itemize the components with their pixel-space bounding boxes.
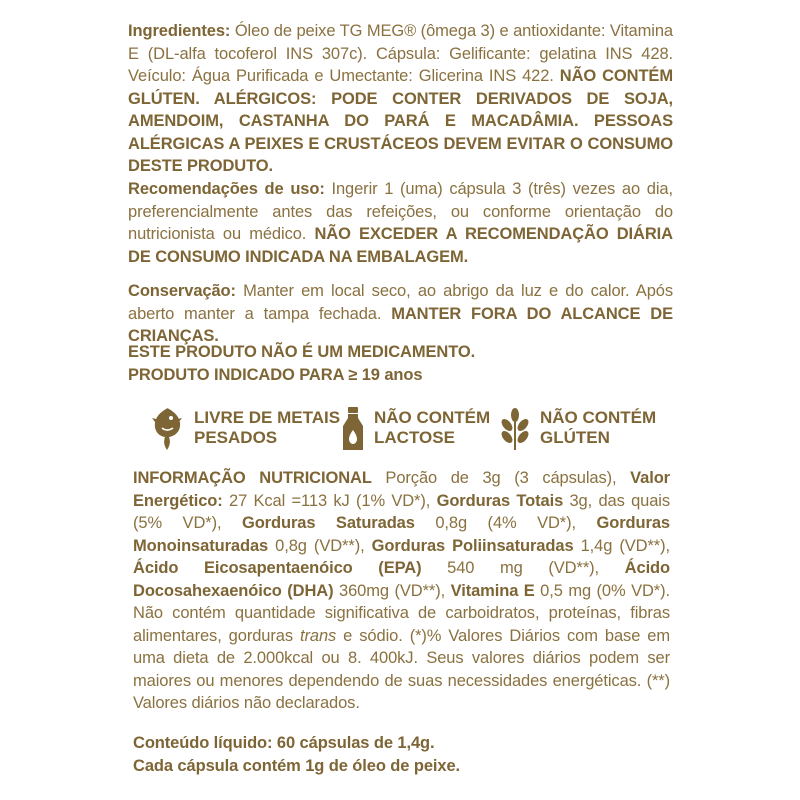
- nutrition-epa-label: Ácido Eicosapentaenóico (EPA): [133, 559, 422, 577]
- ingredients-text: Óleo de peixe TG MEG® (ômega 3) e antioxidante: Vitamina E (DL-alfa tocoferol INS 307c). Cápsula: Gelificante: gelatina INS 428. Veículo: Água Purificada e Umectante: Glicerina INS 422.: [128, 22, 673, 85]
- nutrition-dha-label: Ácido Docosahexaenóico (DHA): [133, 559, 671, 600]
- nutrition-text: 540 mg (VD**),: [421, 559, 625, 577]
- wheat-icon: [498, 406, 532, 457]
- badge-heavy-metals-line1: LIVRE DE METAIS: [194, 408, 341, 427]
- nutrition-text: Porção de 3g (3 cápsulas),: [371, 469, 631, 487]
- nutrition-vitamin-e-label: Vitamina E: [450, 581, 535, 600]
- nutrition-title: INFORMAÇÃO NUTRICIONAL: [133, 469, 372, 487]
- conservation-warning: MANTER FORA DO ALCANCE DE CRIANÇAS.: [128, 304, 673, 345]
- badge-gluten-line1: NÃO CONTÉM: [540, 408, 657, 427]
- age-indication: [128, 364, 673, 387]
- nutrition-energy-label: Valor Energético:: [133, 469, 670, 510]
- nutrition-total-fat-label: Gorduras Totais: [436, 491, 564, 510]
- conservation-paragraph: [128, 280, 673, 348]
- badge-gluten-line2: GLÚTEN: [540, 428, 610, 447]
- content-info: [133, 732, 678, 777]
- recommendations-paragraph: [128, 178, 673, 268]
- ingredients-paragraph: [128, 20, 673, 178]
- not-medicine-notice: ESTE PRODUTO NÃO É UM MEDICAMENTO.: [128, 343, 476, 361]
- badge-lactose: [340, 406, 490, 457]
- age-indication-suffix: anos: [379, 365, 423, 384]
- badge-heavy-metals: [148, 406, 340, 457]
- ingredients-warning: NÃO CONTÉM GLÚTEN. ALÉRGICOS: PODE CONTER DERIVADOS DE SOJA, AMENDOIM, CASTANHA DO PARÁ E MACADÂMIA. PESSOAS ALÉRGICAS A PEIXES E CRUSTÁCEOS DEVEM EVITAR O CONSUMO DESTE PRODUTO.: [128, 67, 673, 175]
- nutrition-text: 360mg (VD**),: [333, 581, 451, 600]
- conservation-text: Manter em local seco, ao abrigo da luz e do calor. Após aberto manter a tampa fechada.: [128, 282, 673, 323]
- per-capsule-content: Cada cápsula contém 1g de óleo de peixe.: [133, 756, 461, 775]
- nutrition-text: e sódio. (*)% Valores Diários com base em uma dieta de 2.000kcal ou 8. 400kJ. Seus valores diários podem ser maiores ou menores dependendo de suas necessidades energéticas. (**) Valores diários não declarados.: [133, 626, 670, 712]
- nutrition-text: 0,5 mg (0% VD*). Não contém quantidade significativa de carboidratos, proteínas, fibras alimentares, gorduras: [133, 581, 670, 645]
- age-indication-prefix: PRODUTO INDICADO PARA ≥ 19: [128, 365, 380, 384]
- fish-icon: [148, 406, 186, 457]
- nutrition-saturated-fat-label: Gorduras Saturadas: [241, 514, 415, 532]
- badge-lactose-line2: LACTOSE: [374, 428, 455, 447]
- recommendations-text: Ingerir 1 (uma) cápsula 3 (três) vezes ao dia, preferencialmente antes das refeições, ou conforme orientação do nutricionista ou médico.: [128, 180, 673, 243]
- recommendations-warning: NÃO EXCEDER A RECOMENDAÇÃO DIÁRIA DE CONSUMO INDICADA NA EMBALAGEM.: [128, 225, 673, 266]
- nutrition-text: 3g, das quais (5% VD*),: [133, 491, 671, 532]
- conservation-label: Conservação:: [128, 282, 236, 300]
- badges-row: [148, 406, 688, 456]
- nutrition-paragraph: [133, 467, 670, 715]
- nutrition-text: 27 Kcal =113 kJ (1% VD*),: [222, 491, 437, 510]
- nutrition-text: 0,8g (VD**),: [268, 536, 372, 555]
- ingredients-label: Ingredientes:: [128, 22, 231, 40]
- nutrition-text: 1,4g (VD**),: [573, 536, 670, 555]
- badge-gluten: [498, 406, 656, 457]
- nutrition-trans-word: trans: [300, 626, 337, 645]
- badge-lactose-line1: NÃO CONTÉM: [374, 408, 491, 427]
- milk-bottle-icon: [340, 406, 366, 457]
- nutrition-poly-fat-label: Gorduras Poliinsaturadas: [371, 536, 574, 555]
- nutrition-mono-fat-label: Gorduras Monoinsaturadas: [133, 514, 670, 555]
- recommendations-label: Recomendações de uso:: [128, 180, 325, 198]
- nutrition-text: 0,8g (4% VD*),: [414, 514, 597, 532]
- notices: [128, 341, 673, 386]
- badge-heavy-metals-line2: PESADOS: [194, 428, 278, 447]
- net-content: Conteúdo líquido: 60 cápsulas de 1,4g.: [133, 734, 435, 752]
